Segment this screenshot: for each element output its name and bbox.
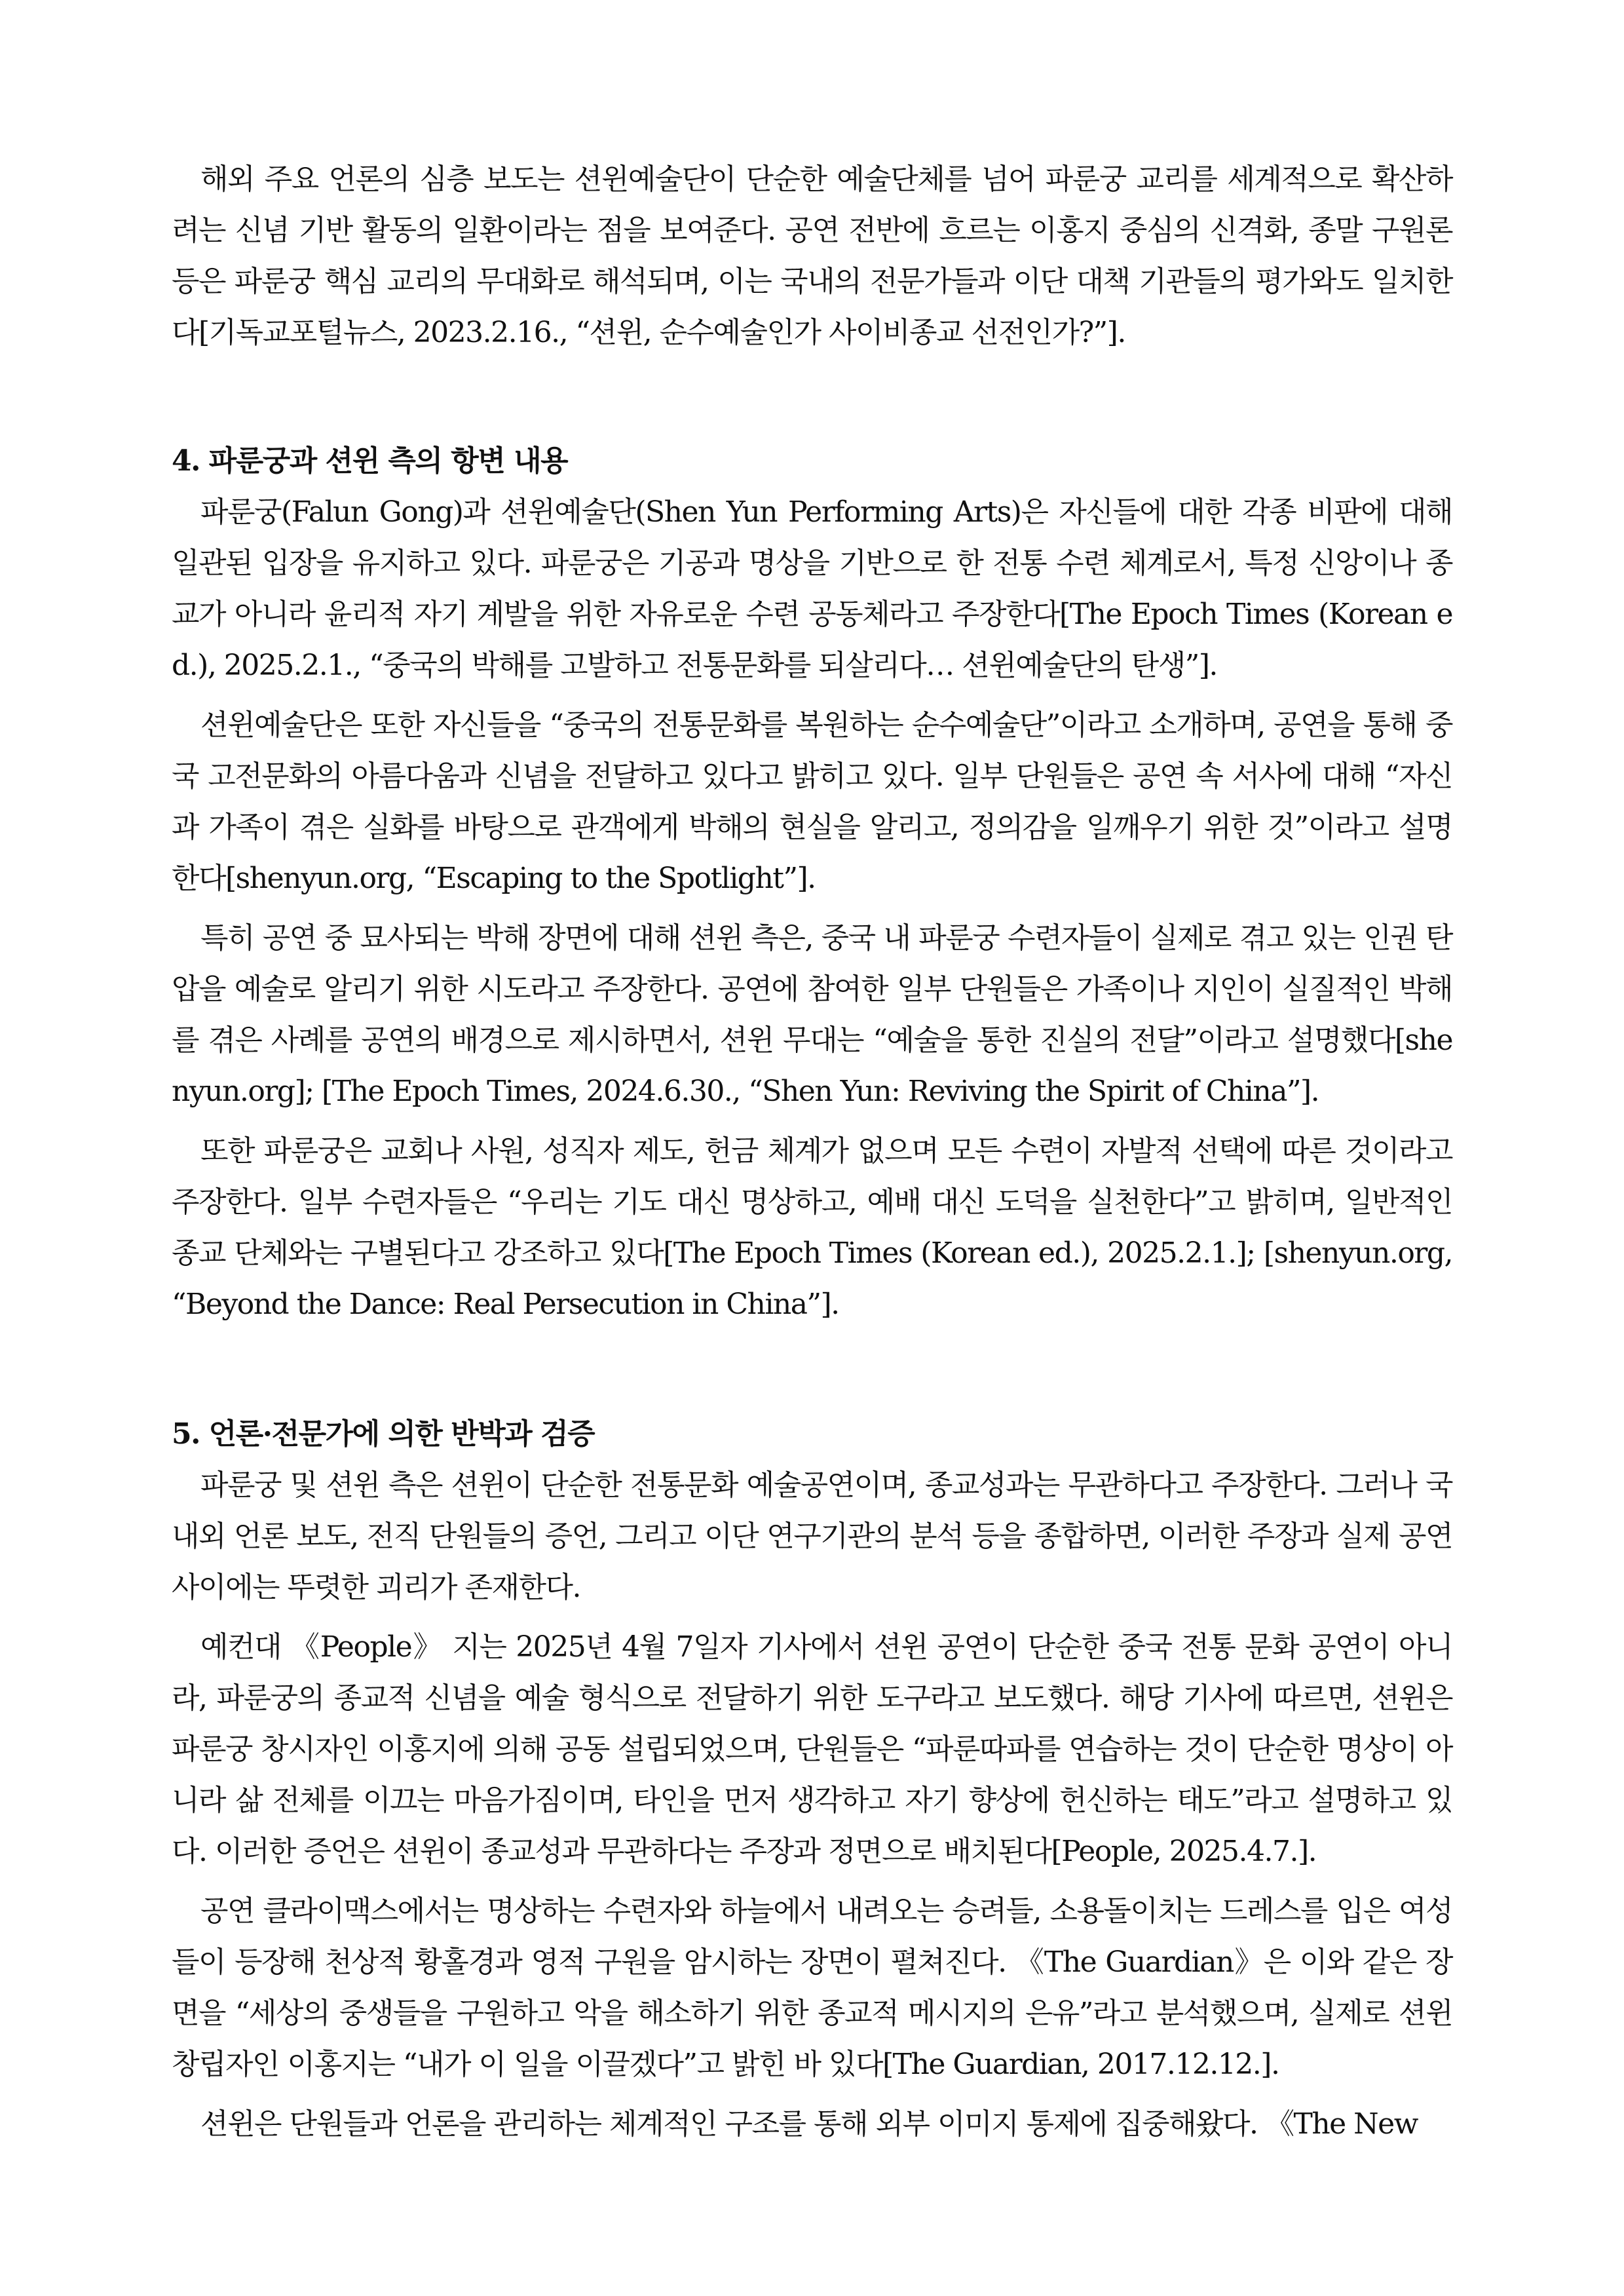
section-5-paragraph-1: 파룬궁 및 션윈 측은 션윈이 단순한 전통문화 예술공연이며, 종교성과는 무관하다고 주장한다. 그러나 국내외 언론 보도, 전직 단원들의 증언, 그리고 이단 연구기관의 분석 등을 종합하면, 이러한 주장과 실제 공연 사이에는 뚜렷한 괴리가 존재한다. [172, 1468, 1452, 1604]
section-5-paragraph-3: 공연 클라이맥스에서는 명상하는 수련자와 하늘에서 내려오는 승려들, 소용돌이치는 드레스를 입은 여성들이 등장해 천상적 황홀경과 영적 구원을 암시하는 장면이 펼쳐진다. 《The Guardian》은 이와 같은 장면을 “세상의 중생들을 구원하고 악을 해소하기 위한 종교적 메시지의 은유”라고 분석했으며, 실제로 션윈 창립자인 이홍지는 “내가 이 일을 이끌겠다”고 밝힌 바 있다[The Guardian, 2017.12.12.]. [172, 1894, 1452, 2081]
section-5-paragraph-4: 션윈은 단원들과 언론을 관리하는 체계적인 구조를 통해 외부 이미지 통제에 집중해왔다. 《The New [200, 2107, 1418, 2141]
section-4-heading: 4. 파룬궁과 션윈 측의 항변 내용 [172, 444, 568, 478]
intro-paragraph: 해외 주요 언론의 심층 보도는 션윈예술단이 단순한 예술단체를 넘어 파룬궁 교리를 세계적으로 확산하려는 신념 기반 활동의 일환이라는 점을 보여준다. 공연 전반에 흐르는 이홍지 중심의 신격화, 종말 구원론 등은 파룬궁 핵심 교리의 무대화로 해석되며, 이는 국내의 전문가들과 이단 대책 기관들의 평가와도 일치한다[기독교포털뉴스, 2023.2.16., “션윈, 순수예술인가 사이비종교 선전인가?”]. [172, 163, 1452, 349]
section-4-paragraph-2: 션윈예술단은 또한 자신들을 “중국의 전통문화를 복원하는 순수예술단”이라고 소개하며, 공연을 통해 중국 고전문화의 아름다움과 신념을 전달하고 있다고 밝히고 있다. 일부 단원들은 공연 속 서사에 대해 “자신과 가족이 겪은 실화를 바탕으로 관객에게 박해의 현실을 알리고, 정의감을 일깨우기 위한 것”이라고 설명한다[shenyun.org, “Escaping to the Spotlight”]. [172, 708, 1452, 895]
section-4-paragraph-1: 파룬궁(Falun Gong)과 션윈예술단(Shen Yun Performing Arts)은 자신들에 대한 각종 비판에 대해 일관된 입장을 유지하고 있다. 파룬궁은 기공과 명상을 기반으로 한 전통 수련 체계로서, 특정 신앙이나 종교가 아니라 윤리적 자기 계발을 위한 자유로운 수련 공동체라고 주장한다[The Epoch Times (Korean ed.), 2025.2.1., “중국의 박해를 고발하고 전통문화를 되살리다… 션윈예술단의 탄생”]. [172, 495, 1452, 682]
section-4-paragraph-3: 특히 공연 중 묘사되는 박해 장면에 대해 션윈 측은, 중국 내 파룬궁 수련자들이 실제로 겪고 있는 인권 탄압을 예술로 알리기 위한 시도라고 주장한다. 공연에 참여한 일부 단원들은 가족이나 지인이 실질적인 박해를 겪은 사례를 공연의 배경으로 제시하면서, 션윈 무대는 “예술을 통한 진실의 전달”이라고 설명했다[shenyun.org]; [The Epoch Times, 2024.6.30., “Shen Yun: Reviving the Spirit of China”]. [172, 921, 1452, 1108]
section-4-paragraph-4: 또한 파룬궁은 교회나 사원, 성직자 제도, 헌금 체계가 없으며 모든 수련이 자발적 선택에 따른 것이라고 주장한다. 일부 수련자들은 “우리는 기도 대신 명상하고, 예배 대신 도덕을 실천한다”고 밝히며, 일반적인 종교 단체와는 구별된다고 강조하고 있다[The Epoch Times (Korean ed.), 2025.2.1.]; [shenyun.org, “Beyond the Dance: Real Persecution in China”]. [172, 1134, 1452, 1321]
section-5-paragraph-2: 예컨대 《People》 지는 2025년 4월 7일자 기사에서 션윈 공연이 단순한 중국 전통 문화 공연이 아니라, 파룬궁의 종교적 신념을 예술 형식으로 전달하기 위한 도구라고 보도했다. 해당 기사에 따르면, 션윈은 파룬궁 창시자인 이홍지에 의해 공동 설립되었으며, 단원들은 “파룬따파를 연습하는 것이 단순한 명상이 아니라 삶 전체를 이끄는 마음가짐이며, 타인을 먼저 생각하고 자기 향상에 헌신하는 태도”라고 설명하고 있다. 이러한 증언은 션윈이 종교성과 무관하다는 주장과 정면으로 배치된다[People, 2025.4.7.]. [172, 1630, 1452, 1868]
section-5-heading: 5. 언론·전문가에 의한 반박과 검증 [172, 1417, 595, 1451]
document-page [172, 154, 1452, 2150]
